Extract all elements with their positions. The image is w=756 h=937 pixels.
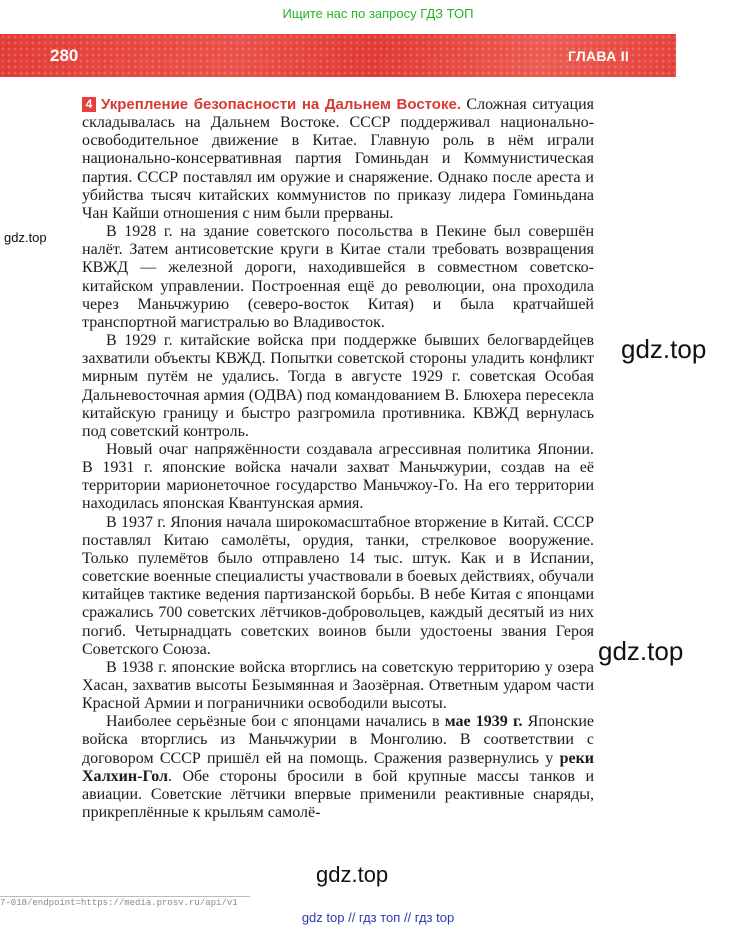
paragraph: В 1929 г. китайские войска при поддержке бывших белогвардейцев захватили объекты КВЖД. Попытки советской стороны уладить конфликт мирным путём не удались. Тогда в августе 1929 г. советская Особая Дальневосточная армия (ОДВА) под командованием В. Блюхера пересекла китайскую границу и быстро разгромила противника. КВЖД вернулась под советский контроль.	[82, 332, 594, 440]
paragraph	[82, 96, 594, 223]
bold-place: реки Халхин-Гол	[82, 749, 594, 785]
chapter-label: ГЛАВА II	[568, 48, 630, 64]
top-search-link[interactable]: Ищите нас по запросу ГДЗ ТОП	[282, 6, 474, 21]
paragraph-text: . Обе стороны бросили в бой крупные массы танков и авиации. Советские лётчики впервые применили реактивные снаряды, прикреплённые к крыльям самолё-	[82, 767, 594, 822]
watermark-bottom: gdz.top	[316, 862, 389, 887]
watermark-left: gdz.top	[4, 230, 47, 245]
paragraph: В 1928 г. на здание советского посольства в Пекине был совершён налёт. Затем антисоветские круги в Китае стали требовать возвращения КВЖД — железной дороги, находившейся в совместном советско-китайском управлении. Построенная ещё до революции, она проходила через Маньчжурию (северо-восток Китая) и была кратчайшей транспортной магистралью во Владивосток.	[82, 223, 594, 331]
footer-link-gdz-top-mixed[interactable]: гдз top	[414, 910, 455, 925]
textbook-body	[82, 96, 594, 822]
paragraph	[82, 713, 594, 822]
footer-links	[0, 910, 756, 925]
watermark-right-lower: gdz.top	[598, 636, 684, 666]
paragraph: В 1937 г. Япония начала широкомасштабное вторжение в Китай. СССР поставлял Китаю самолёты, орудия, танки, стрелковое вооружение. Только пулемётов было отправлено 14 тыс. штук. Как и в Испании, советские военные специалисты участвовали в боевых действиях, обучали китайцев тактике ведения партизанской борьбы. В небе Китая с японцами сражались 700 советских лётчиков-добровольцев, каждый десятый из них погиб. Четырнадцать советских воинов были удостоены звания Героя Советского Союза.	[82, 513, 594, 658]
footer-separator: //	[344, 910, 359, 925]
bold-date: мае 1939 г.	[444, 713, 523, 731]
paragraph: В 1938 г. японские войска вторглись на советскую территорию у озера Хасан, захватив высоты Безымянная и Заозёрная. Ответным ударом части Красной Армии и пограничники освободили высоты.	[82, 658, 594, 713]
section-number-badge: 4	[82, 97, 96, 112]
source-url-fragment: 7-018/endpoint=https://media.prosv.ru/api/v1	[0, 896, 250, 911]
footer-link-gdz-top[interactable]: gdz top	[301, 910, 345, 925]
paragraph-text: Наиболее серьёзные бои с японцами начались в	[106, 713, 445, 731]
section-title: Укрепление безопасности на Дальнем Востоке.	[101, 96, 461, 113]
footer-link-gdz-top-ru[interactable]: гдз топ	[358, 910, 401, 925]
paragraph: Новый очаг напряжённости создавала агрессивная политика Японии. В 1931 г. японские войска начали захват Маньчжурии, создав на её территории марионеточное государство Маньчжоу-Го. На его территории находилась японская Квантунская армия.	[82, 440, 594, 513]
page-number: 280	[50, 46, 79, 65]
paragraph-text: Японские войска вторглись из Маньчжурии в Монголию. В соответствии с договором СССР пришёл ей на помощь. Сражения развернулись у	[82, 713, 594, 767]
paragraph-text: Сложная ситуация складывалась на Дальнем Востоке. СССР поддерживал национально-освободительное движение в Китае. Главную роль в нём играли национально-консервативная партия Гоминьдан и Коммунистическая партия. СССР поставлял им оружие и снаряжение. Однако после ареста и убийства тысяч китайских коммунистов по приказу лидера Гоминьдана Чан Кайши отношения с ним были прерваны.	[82, 96, 595, 222]
footer-separator: //	[400, 910, 415, 925]
watermark-right-upper: gdz.top	[621, 334, 707, 364]
